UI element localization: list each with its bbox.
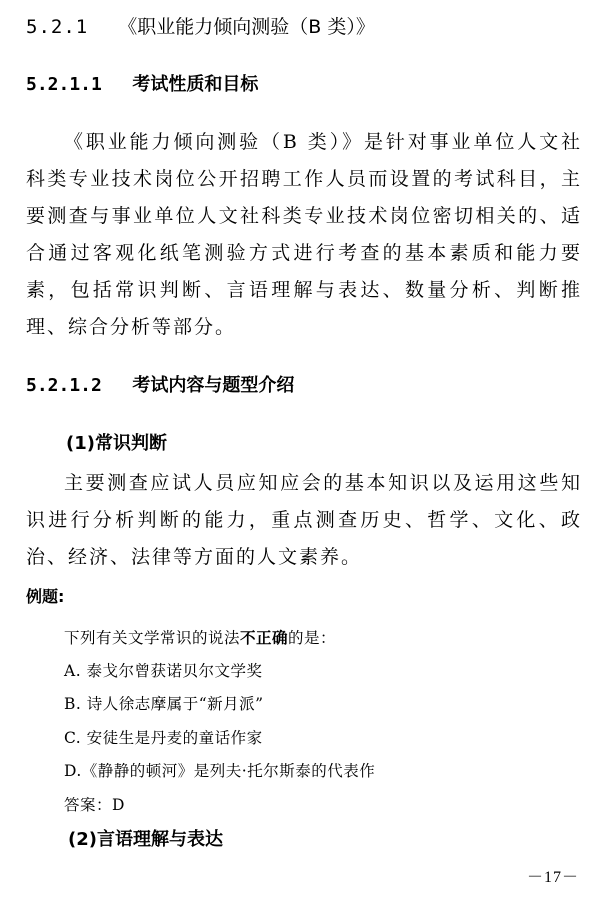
question-suffix: 的是： <box>288 629 337 647</box>
subsection-title: 考试性质和目标 <box>132 74 259 95</box>
example-label: 例题: <box>26 587 65 606</box>
option-d: D.《静静的顿河》是列夫·托尔斯泰的代表作 <box>64 762 376 780</box>
subsection-heading-nature <box>26 70 258 96</box>
section-title: 《职业能力倾向测验（B 类）》 <box>118 16 375 38</box>
option-c: C. 安徒生是丹麦的童话作家 <box>64 729 263 747</box>
section-heading <box>26 12 375 39</box>
option-a: A. 泰戈尔曾获诺贝尔文学奖 <box>64 662 263 680</box>
paragraph-common-sense <box>26 465 582 576</box>
section-number: 5.2.1 <box>26 16 89 38</box>
example-question <box>64 626 336 648</box>
page-number: －17－ <box>527 869 580 886</box>
question-prefix: 下列有关文学常识的说法 <box>64 629 241 647</box>
subsection-number: 5.2.1.1 <box>26 74 102 95</box>
subsection-title: 考试内容与题型介绍 <box>132 375 295 396</box>
subsection-heading-content <box>26 371 294 397</box>
subsection-number: 5.2.1.2 <box>26 375 102 396</box>
question-emphasis: 不正确 <box>240 628 289 647</box>
paragraph-text: 《职业能力倾向测验（B 类）》是针对事业单位人文社科类专业技术岗位公开招聘工作人员而设置的考试科目，主要测查与事业单位人文社科类专业技术岗位密切相关的、适合通过客观化纸笔测验方式进行考查的基本素质和能力要素，包括常识判断、言语理解与表达、数量分析、判断推理、综合分析等部分。 <box>26 131 582 338</box>
item-heading-verbal: (2)言语理解与表达 <box>68 829 223 850</box>
example-answer: 答案：D <box>64 796 125 814</box>
item-heading-common-sense: (1)常识判断 <box>66 433 167 454</box>
paragraph-text: 主要测查应试人员应知应会的基本知识以及运用这些知识进行分析判断的能力，重点测查历史、哲学、文化、政治、经济、法律等方面的人文素养。 <box>26 472 582 568</box>
paragraph-exam-nature <box>26 124 582 346</box>
option-b: B. 诗人徐志摩属于“新月派” <box>64 695 264 713</box>
